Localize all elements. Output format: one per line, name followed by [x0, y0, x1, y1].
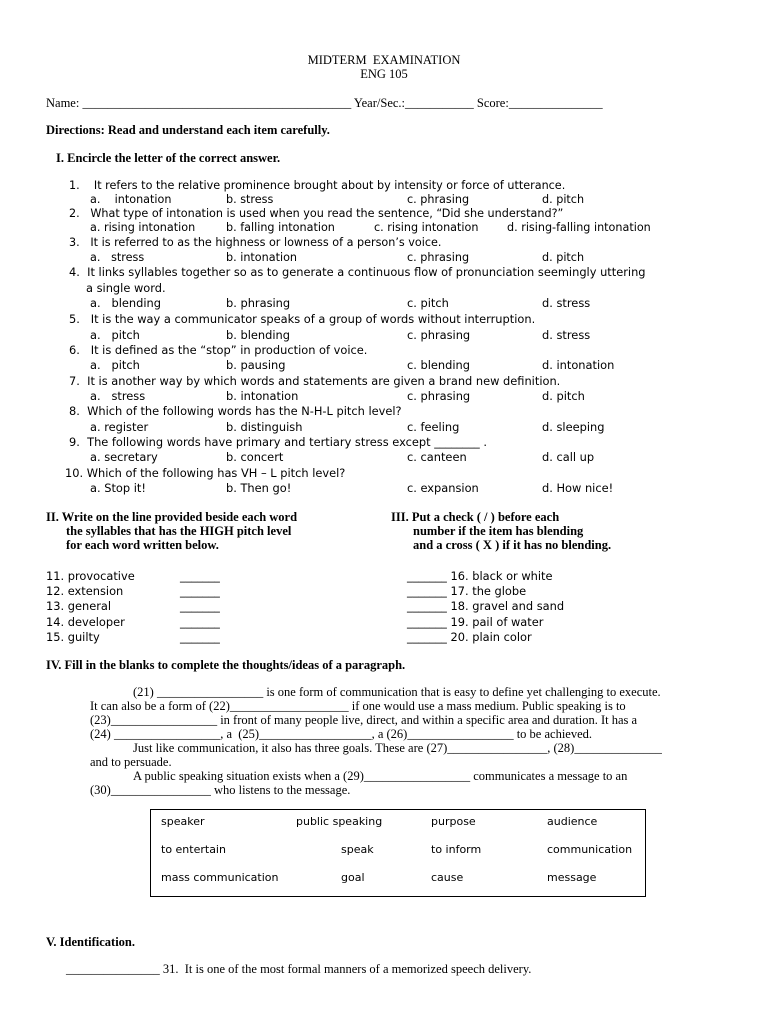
option-d: d. rising-falling intonation	[507, 221, 651, 234]
option-a: a. rising intonation	[90, 221, 196, 234]
option-c: c. feeling	[407, 420, 460, 434]
option-a: a. intonation	[90, 193, 172, 206]
part2-heading-line2: the syllables that has the HIGH pitch level	[66, 524, 292, 538]
word-bank-item: purpose	[431, 815, 476, 828]
question-8: 8. Which of the following words has the N-H-L pitch level?	[69, 404, 402, 418]
part3-heading-line3: and a cross ( X ) if it has no blending.	[413, 538, 612, 552]
option-d: d. stress	[542, 328, 591, 342]
paragraph-line: (23)_________________ in front of many people live, direct, and within a specific area and duration. It has a	[90, 713, 638, 727]
option-d: d. stress	[542, 296, 591, 310]
question-1: 1. It refers to the relative prominence brought about by intensity or force of utterance.	[69, 179, 566, 192]
answer-blank[interactable]: _______	[180, 569, 220, 583]
option-c: c. phrasing	[407, 251, 470, 264]
option-b: b. phrasing	[226, 296, 291, 310]
question-9: 9. The following words have primary and tertiary stress except ________ .	[69, 435, 487, 449]
part2-heading-line1: II. Write on the line provided beside each word	[46, 510, 298, 524]
part3-heading-line2: number if the item has blending	[413, 524, 584, 538]
option-b: b. intonation	[226, 251, 298, 264]
option-c: c. canteen	[407, 450, 467, 464]
student-info-line: Name: ___________________________________________ Year/Sec.:___________ Score:_______________	[46, 96, 603, 110]
option-b: b. intonation	[226, 389, 299, 403]
answer-blank[interactable]: _______	[180, 615, 220, 629]
paragraph-line: Just like communication, it also has three goals. These are (27)________________, (28)______________	[133, 741, 662, 755]
paragraph-line: (24) _________________, a (25)__________________, a (26)_________________ to be achieved.	[90, 727, 593, 741]
option-c: c. pitch	[407, 296, 449, 310]
option-b: b. falling intonation	[226, 221, 335, 234]
question-10: 10. Which of the following has VH – L pitch level?	[65, 466, 346, 480]
part2-heading-line3: for each word written below.	[66, 538, 219, 552]
word-bank-item: mass communication	[161, 871, 279, 884]
option-b: b. blending	[226, 328, 290, 342]
part3-item-16: _______ 16. black or white	[407, 569, 553, 583]
question-4-continued: a single word.	[86, 281, 166, 295]
part1-heading: I. Encircle the letter of the correct answer.	[56, 151, 281, 165]
part2-item-13: 13. general	[46, 599, 112, 613]
part2-item-12: 12. extension	[46, 584, 124, 598]
option-a: a. secretary	[90, 450, 158, 464]
word-bank-item: public speaking	[296, 815, 383, 828]
directions: Directions: Read and understand each item carefully.	[46, 123, 330, 137]
option-b: b. distinguish	[226, 420, 303, 434]
option-d: d. sleeping	[542, 420, 605, 434]
option-b: b. Then go!	[226, 481, 292, 495]
option-c: c. rising intonation	[374, 221, 479, 234]
word-bank-item: speaker	[161, 815, 205, 828]
option-c: c. phrasing	[407, 389, 471, 403]
question-5: 5. It is the way a communicator speaks of a group of words without interruption.	[69, 312, 536, 326]
option-a: a. stress	[90, 251, 145, 264]
part3-heading-line1: III. Put a check ( / ) before each	[391, 510, 560, 524]
option-d: d. pitch	[542, 193, 585, 206]
answer-blank[interactable]: _______	[180, 584, 220, 598]
exam-title: MIDTERM EXAMINATION	[307, 53, 461, 67]
part2-item-15: 15. guilty	[46, 630, 100, 644]
paragraph-line: A public speaking situation exists when a (29)_________________ communicates a message to an	[133, 769, 628, 783]
option-b: b. concert	[226, 450, 284, 464]
part2-item-14: 14. developer	[46, 615, 125, 629]
word-bank-item: message	[547, 871, 597, 884]
question-6: 6. It is defined as the “stop” in production of voice.	[69, 343, 368, 357]
paragraph-line: It can also be a form of (22)___________________ if one would use a mass medium. Public speaking is to	[90, 699, 626, 713]
part3-item-19: _______ 19. pail of water	[407, 615, 544, 629]
option-a: a. blending	[90, 296, 161, 310]
option-b: b. stress	[226, 193, 274, 206]
question-3: 3. It is referred to as the highness or lowness of a person’s voice.	[69, 236, 442, 249]
option-a: a. Stop it!	[90, 481, 146, 495]
question-2: 2. What type of intonation is used when you read the sentence, “Did she understand?”	[69, 207, 564, 220]
option-b: b. pausing	[226, 358, 286, 372]
word-bank	[150, 809, 646, 897]
word-bank-item: speak	[341, 843, 374, 856]
part5-heading: V. Identification.	[46, 935, 136, 949]
part2-item-11: 11. provocative	[46, 569, 135, 583]
option-a: a. pitch	[90, 358, 140, 372]
option-c: c. phrasing	[407, 328, 471, 342]
paragraph-line: (21) _________________ is one form of communication that is easy to define yet challenging to execute.	[133, 685, 661, 699]
option-c: c. expansion	[407, 481, 479, 495]
question-7: 7. It is another way by which words and statements are given a brand new definition.	[69, 374, 561, 388]
option-d: d. call up	[542, 450, 595, 464]
option-d: d. intonation	[542, 358, 615, 372]
paragraph-line: (30)________________ who listens to the message.	[90, 783, 351, 797]
part4-heading: IV. Fill in the blanks to complete the thoughts/ideas of a paragraph.	[46, 658, 406, 672]
word-bank-item: communication	[547, 843, 633, 856]
part3-item-18: _______ 18. gravel and sand	[407, 599, 565, 613]
part5-item-31: _______________ 31. It is one of the most formal manners of a memorized speech delivery.	[66, 962, 532, 976]
word-bank-item: cause	[431, 871, 464, 884]
word-bank-item: to entertain	[161, 843, 226, 856]
word-bank-item: audience	[547, 815, 598, 828]
option-a: a. pitch	[90, 328, 140, 342]
word-bank-item: to inform	[431, 843, 482, 856]
part3-item-17: _______ 17. the globe	[407, 584, 527, 598]
option-d: d. How nice!	[542, 481, 614, 495]
option-a: a. stress	[90, 389, 146, 403]
option-d: d. pitch	[542, 389, 585, 403]
option-a: a. register	[90, 420, 149, 434]
option-c: c. blending	[407, 358, 470, 372]
answer-blank[interactable]: _______	[180, 630, 220, 644]
word-bank-item: goal	[341, 871, 365, 884]
answer-blank[interactable]: _______	[180, 599, 220, 613]
paragraph-line: and to persuade.	[90, 755, 172, 769]
course-code: ENG 105	[360, 67, 408, 81]
option-c: c. phrasing	[407, 193, 470, 206]
question-4: 4. It links syllables together so as to generate a continuous flow of pronunciation seemingly uttering	[69, 265, 646, 279]
option-d: d. pitch	[542, 251, 585, 264]
part3-item-20: _______ 20. plain color	[407, 630, 532, 644]
